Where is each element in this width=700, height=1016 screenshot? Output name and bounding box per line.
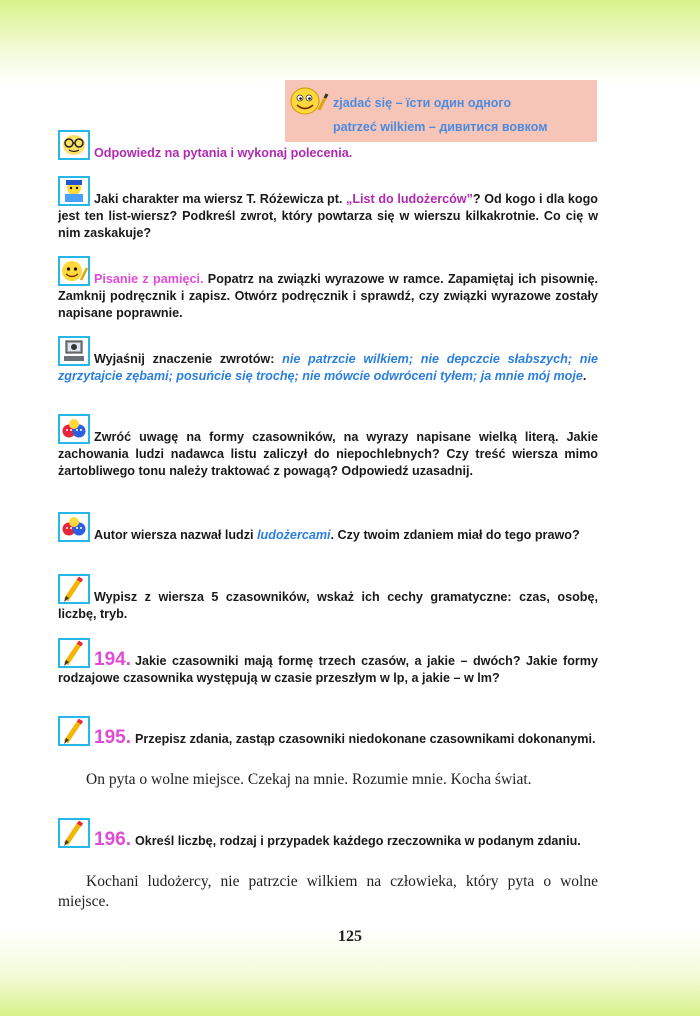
- pencil-icon: [58, 638, 90, 668]
- ex194-text: Jakie czasowniki mają formę trzech czasów, a jakie – dwóch? Jakie formy rodzajowe czasownika występują w czasie przeszłym w lp, a jakie – w lm?: [58, 654, 598, 685]
- ex196-text: Określ liczbę, rodzaj i przypadek każdego rzeczownika w podanym zdaniu.: [134, 834, 581, 848]
- q3-lead: Wyjaśnij znaczenie zwrotów:: [94, 352, 283, 366]
- q2-label: Pisanie z pamięci.: [94, 272, 204, 286]
- exercise-194: [58, 638, 598, 687]
- q6-text: Wypisz z wiersza 5 czasowników, wskaż ich cechy gramatyczne: czas, osobę, liczbę, tryb.: [58, 590, 598, 621]
- pencil-icon: [58, 716, 90, 746]
- exercise-number: 195.: [94, 727, 131, 748]
- glasses-icon: [58, 130, 90, 160]
- vocab-translation-1: – їсти один одного: [395, 96, 512, 110]
- q2-rest: Popatrz na związki wyrazowe w ramce. Zapamiętaj ich pisownię. Zamknij podręcznik i zapisz. Otwórz podręcznik i sprawdź, czy związki wyrazowe zostały napisane poprawnie.: [58, 272, 598, 320]
- q3-phrases: nie patrzcie wilkiem; nie depczcie słabszych; nie zgrzytajcie zębami; posuńcie się trochę; nie mówcie odwróceni tyłem; ja mnie mój moje: [58, 352, 598, 383]
- question-4: [58, 414, 598, 480]
- exercise-number: 196.: [94, 829, 131, 850]
- q1-rest: ? Od kogo i dla kogo jest ten list-wiersz? Podkreśl zwrot, który powtarza się w wierszu kilkakrotnie. Co cię w nim zaskakuje?: [58, 192, 598, 240]
- vocab-phrase-2: patrzeć wilkiem: [333, 120, 426, 134]
- q1-title: „List do ludożerców”: [346, 192, 473, 206]
- q3-end: .: [582, 369, 587, 383]
- q5-lead: Autor wiersza nazwał ludzi: [94, 528, 258, 542]
- q5-word: ludożercami: [257, 528, 331, 542]
- computer-icon: [58, 336, 90, 366]
- q5-rest: . Czy twoim zdaniem miał do tego prawo?: [330, 528, 580, 542]
- question-6: [58, 574, 598, 623]
- question-1: [58, 176, 598, 242]
- pencil-icon: [58, 574, 90, 604]
- pencil-icon: [58, 818, 90, 848]
- smiley-pencil-icon: [58, 256, 90, 286]
- vocab-phrase-1: zjadać się: [333, 96, 393, 110]
- smiley-pencil-icon: [289, 84, 329, 118]
- ex195-text: Przepisz zdania, zastąp czasowniki niedokonane czasownikami dokonanymi.: [134, 732, 596, 746]
- exercise-196: [58, 818, 598, 850]
- faces-group-icon: [58, 414, 90, 444]
- q4-text: Zwróć uwagę na formy czasowników, na wyrazy napisane wielką literą. Jakie zachowania ludzi nadawca listu zaliczył do niepochlebnych? Czy treść wiersza mimo żartobliwego tonu należy traktować z powagą? Odpowiedź uzasadnij.: [58, 430, 598, 478]
- instruction: [58, 130, 598, 162]
- ex196-body: Kochani ludożercy, nie patrzcie wilkiem na człowieka, który pyta o wolne miejsce.: [58, 873, 598, 910]
- reader-icon: [58, 176, 90, 206]
- question-3: [58, 336, 598, 385]
- exercise-number: 194.: [94, 649, 131, 670]
- vocab-translation-2: – дивитися вовком: [428, 120, 548, 134]
- question-5: [58, 512, 598, 544]
- q1-lead: Jaki charakter ma wiersz T. Różewicza pt.: [94, 192, 347, 206]
- question-2: [58, 256, 598, 322]
- page-number: 125: [338, 928, 362, 945]
- ex195-body: On pyta o wolne miejsce. Czekaj na mnie. Rozumie mnie. Kocha świat.: [86, 771, 532, 788]
- exercise-195: [58, 716, 598, 748]
- faces-group-icon: [58, 512, 90, 542]
- instruction-text: Odpowiedz na pytania i wykonaj polecenia.: [94, 146, 353, 160]
- vocab-line-1: [333, 96, 511, 110]
